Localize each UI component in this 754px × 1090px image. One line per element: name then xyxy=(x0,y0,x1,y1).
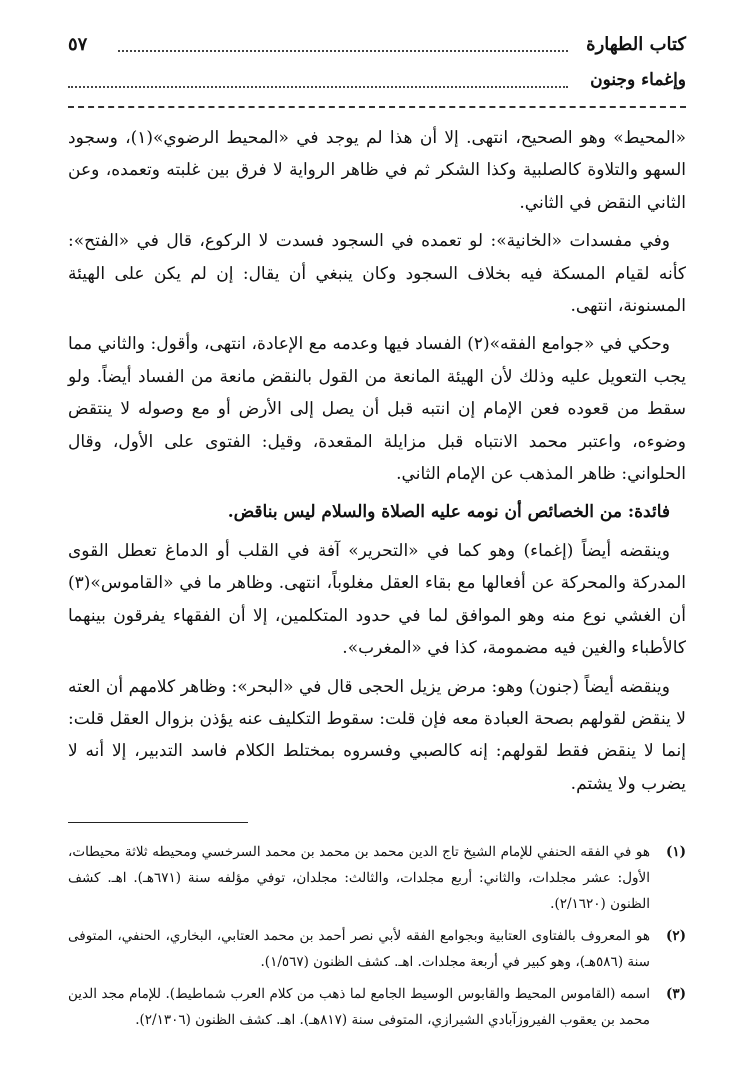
main-text xyxy=(68,122,686,800)
header-dotted-leader xyxy=(118,50,568,52)
footnote-separator xyxy=(68,822,248,823)
footnote xyxy=(68,981,686,1033)
paragraph: وينقضه أيضاً (جنون) وهو: مرض يزيل الحجى قال في «البحر»: وظاهر كلامهم أن العته لا ينقض لقولهم بصحة العبادة معه فإن قلت: سقوط التكليف عنه يؤذن بزوال العقل قلت: إنما لا ينقض فقط لقولهم: إنه كالصبي وفسروه بمختلط الكلام فاسد التدبير، إلا أنه لا يضرب ولا يشتم. xyxy=(68,676,686,794)
footnote-text: اسمه (القاموس المحيط والقابوس الوسيط الجامع لما ذهب من كلام العرب شماطيط). للإمام مجد الدين محمد بن يعقوب الفيروزآبادي الشيرازي، المتوفى سنة (٨١٧هـ). اهـ. كشف الظنون (٢/١٣٠٦). xyxy=(68,986,650,1029)
book-page xyxy=(68,34,686,1039)
paragraph: وينقضه أيضاً (إغماء) وهو كما في «التحرير» آفة في القلب أو الدماغ تعطل القوى المدركة والمحركة عن أفعالها مع بقاء العقل مغلوباً، انتهى. وظاهر ما في «القاموس»(٣) أن الغشي نوع منه وهو الموافق لما في حدود المتكلمين، إلا أن الفقهاء يفرقون بينهما كالأطباء والغين فيه مضمومة، كذا في «المغرب». xyxy=(68,540,686,659)
paragraph-note: فائدة: من الخصائص أن نومه عليه الصلاة والسلام ليس بناقض. xyxy=(227,502,670,523)
footnotes xyxy=(68,839,686,1033)
book-title: كتاب الطهارة xyxy=(586,34,686,55)
running-header xyxy=(68,34,686,64)
section-title: وإغماء وجنون xyxy=(590,70,686,90)
footnote xyxy=(68,839,686,917)
footnote xyxy=(68,923,686,975)
section-header xyxy=(68,70,686,100)
footnote-text: هو المعروف بالفتاوى العتابية وبجوامع الفقه لأبي نصر أحمد بن محمد العتابي، البخاري، الحنفي، المتوفى سنة (٥٨٦هـ)، وهو كبير في أربعة مجلدات. اهـ. كشف الظنون (١/٥٦٧). xyxy=(68,928,650,971)
page-number: ٥٧ xyxy=(68,34,88,55)
paragraph: «المحيط» وهو الصحيح، انتهى. إلا أن هذا لم يوجد في «المحيط الرضوي»(١)، وسجود السهو والتلاوة كالصلبية وكذا الشكر ثم في ظاهر الرواية لا فرق بين غلبته وتعمده، وعن الثاني النقض في الثاني. xyxy=(68,128,686,213)
dashed-divider xyxy=(68,106,686,108)
footnote-text: هو في الفقه الحنفي للإمام الشيخ تاج الدين محمد بن محمد بن محمد السرخسي ومحيطه ثلاثة محيطات، الأول: عشر مجلدات، والثاني: أربع مجلدات، والثالث: مجلدان، توفي مؤلفه سنة (٦٧١هـ). اهـ. كشف الظنون (٢/١٦٢٠). xyxy=(68,844,651,913)
footnote-number: (٣) xyxy=(665,986,686,1003)
section-dotted-leader xyxy=(68,86,568,88)
paragraph: وحكي في «جوامع الفقه»(٢) الفساد فيها وعدمه مع الإعادة، انتهى، وأقول: والثاني مما يجب التعويل عليه وذلك لأن الهيئة المانعة من القول بالنقض مانعة من الفساد أيضاً. ولو سقط من قعوده فعن الإمام إن انتبه قبل أن يصل إلى الأرض أو مع وصوله لا ينتقض وضوءه، واعتبر محمد الانتباه قبل مزايلة المقعدة، وقيل: الفتوى على الأول، وقال الحلواني: ظاهر المذهب عن الإمام الثاني. xyxy=(68,334,686,485)
footnote-number: (٢) xyxy=(665,928,686,945)
footnote-number: (١) xyxy=(665,844,686,861)
paragraph: وفي مفسدات «الخانية»: لو تعمده في السجود فسدت لا الركوع، قال في «الفتح»: كأنه لقيام المسكة فيه بخلاف السجود وكان ينبغي أن يقال: إن لم يكن على الهيئة المسنونة، انتهى. xyxy=(68,231,686,317)
